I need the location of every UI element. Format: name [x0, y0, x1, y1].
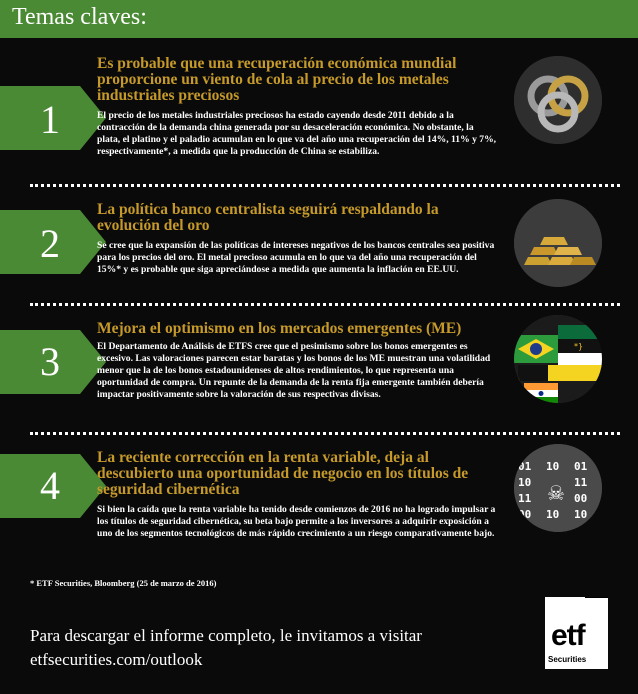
binary-skull-icon: [514, 444, 602, 532]
page-title: Temas claves:: [12, 4, 147, 30]
section-heading: Es probable que una recuperación económica mundial proporcione un viento de cola al precio de los metales industriales preciosos: [97, 55, 457, 104]
footnote: * ETF Securities, Bloomberg (25 de marzo de 2016): [30, 578, 217, 588]
dotted-divider: [30, 303, 620, 306]
section-number: 1: [40, 97, 60, 142]
section-heading: La política banco centralista seguirá respaldando la evolución del oro: [97, 201, 439, 234]
svg-text:00: 00: [518, 508, 532, 521]
cta-line: Para descargar el informe completo, le invitamos a visitar: [30, 626, 422, 645]
svg-text:01: 01: [518, 460, 532, 473]
cta-text: [30, 624, 422, 672]
section-body: Si bien la caída que la renta variable ha tenido desde comienzos de 2016 no ha logrado impulsar a los títulos de seguridad cibernética, su beta bajo permite a los inversores a adquirir exposición a uno de los segmentos tecnológicos de más rápido crecimiento a un riesgo comparativamente bajo.: [97, 504, 496, 540]
svg-text:11: 11: [518, 492, 532, 505]
svg-text:10: 10: [546, 460, 560, 473]
section-number: 4: [40, 463, 60, 508]
svg-text:10: 10: [574, 508, 588, 521]
svg-text:*}: *}: [574, 342, 584, 351]
section-body: Se cree que la expansión de las políticas de intereses negativos de los bancos centrales sea positiva para los precios del oro. El metal precioso acumula en lo que va del año una recuperación del 15%* y es probable que siga apreciándose a medida que aumenta la inflación en EE.UU.: [97, 240, 495, 276]
logo-subtext: Securities: [548, 655, 587, 664]
cta-link[interactable]: etfsecurities.com/outlook: [30, 650, 203, 669]
dotted-divider: [30, 432, 620, 435]
header-bar: [0, 0, 638, 38]
logo-text: etf: [551, 619, 585, 652]
svg-text:10: 10: [518, 476, 532, 489]
svg-text:10: 10: [546, 508, 560, 521]
interlocking-rings-icon: [514, 56, 602, 144]
svg-text:01: 01: [574, 460, 588, 473]
section-heading: Mejora el optimismo en los mercados emergentes (ME): [97, 320, 462, 337]
svg-text:00: 00: [574, 492, 588, 505]
section-number: 3: [40, 339, 60, 384]
section-body: El precio de los metales industriales preciosos ha estado cayendo desde 2011 debido a la contracción de la demanda china generada por su desaceleración económica. No obstante, la plata, el platino y el paladio acumulan en lo que va del año una recuperación del 14%, 11% y 7%, respectivamente*, a medida que la producción de China se estabiliza.: [97, 110, 497, 158]
section-heading: La reciente corrección en la renta variable, deja al descubierto una oportunidad de negocio en los títulos de seguridad cibernética: [97, 449, 469, 498]
svg-text:☠: ☠: [547, 481, 565, 505]
etf-securities-logo: [545, 597, 608, 669]
emerging-flags-icon: [514, 315, 602, 403]
section-body: El Departamento de Análisis de ETFS cree que el pesimismo sobre los bonos emergentes es excesivo. Las valoraciones parecen estar baratas y los bonos de los ME muestran una volatilidad menor que la de los bonos estadounidenses de altos rendimientos, lo que representa una oportunidad de compra. Un repunte de la demanda de la renta fija emergente también debería impactar positivamente sobre la valoración de sus respectivas divisas.: [97, 341, 491, 401]
gold-bars-icon: [514, 199, 602, 287]
dotted-divider: [30, 184, 620, 187]
section-number: 2: [40, 221, 60, 266]
svg-text:11: 11: [574, 476, 588, 489]
